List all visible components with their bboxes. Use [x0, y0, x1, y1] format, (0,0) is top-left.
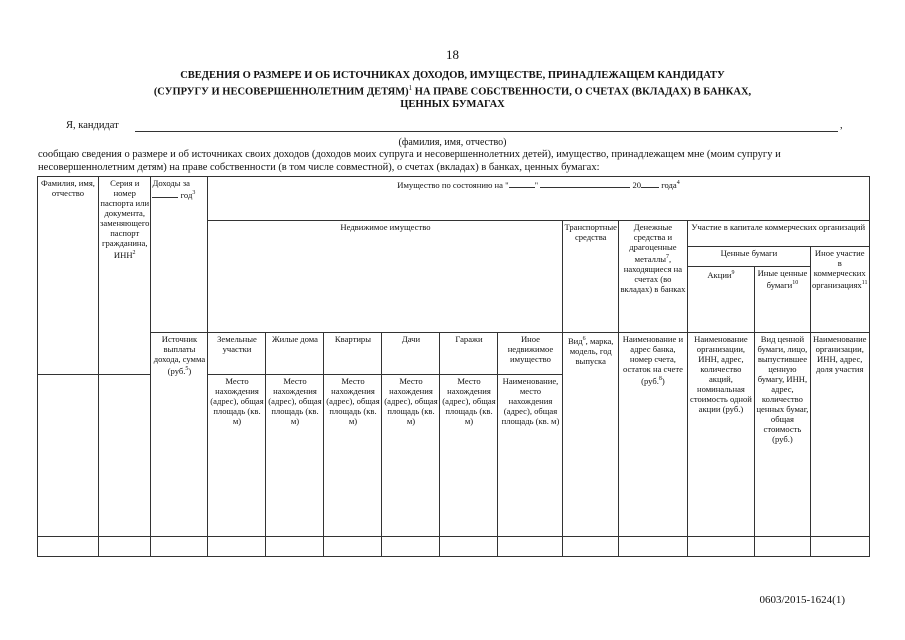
- data-cell[interactable]: [618, 537, 687, 557]
- page-number: 18: [446, 47, 459, 62]
- empty-passport-cell: [99, 375, 151, 537]
- header-passport: Серия и номер паспорта или документа, заменяющего паспорт гражданина, ИНН$^2$: [99, 177, 151, 375]
- data-cell[interactable]: [382, 537, 440, 557]
- candidate-label: Я, кандидат: [66, 120, 119, 131]
- data-row: [38, 537, 870, 557]
- data-cell[interactable]: [754, 537, 810, 557]
- data-cell[interactable]: [498, 537, 563, 557]
- data-cell[interactable]: [99, 537, 151, 557]
- header-dachas: Дачи: [382, 333, 440, 375]
- flats-location: Место нахождения (адрес), общая площадь (кв. м): [324, 375, 382, 537]
- dachas-location: Место нахождения (адрес), общая площадь (кв. м): [382, 375, 440, 537]
- title-line-1: СВЕДЕНИЯ О РАЗМЕРЕ И ОБ ИСТОЧНИКАХ ДОХОДОВ, ИМУЩЕСТВЕ, ПРИНАДЛЕЖАЩЕМ КАНДИДАТУ: [180, 70, 725, 81]
- houses-location: Место нахождения (адрес), общая площадь (кв. м): [266, 375, 324, 537]
- data-cell[interactable]: [687, 537, 754, 557]
- header-other-participation-detail: Наименование организации, ИНН, адрес, доля участия: [810, 333, 869, 537]
- fio-caption: (фамилия, имя, отчество): [398, 137, 507, 148]
- header-other-securities: Иные ценные бумаги$^{10}$: [754, 267, 810, 333]
- header-other-participation: Иное участие в коммерческих организациях$^{11}$: [810, 247, 869, 333]
- empty-name-cell: [38, 375, 99, 537]
- data-cell[interactable]: [440, 537, 498, 557]
- document-code: 0603/2015-1624(1): [759, 594, 845, 606]
- header-property-date: Имущество по состоянию на " " 20 года$^4$: [208, 177, 869, 221]
- header-transport-detail: Вид$^6$, марка, модель, год выпуска: [563, 333, 618, 537]
- other-realty-location: Наименование, место нахождения (адрес), общая площадь (кв. м): [498, 375, 563, 537]
- data-cell[interactable]: [266, 537, 324, 557]
- header-money: Денежные средства и драгоценные металлы$^7$, находящиеся на счетах (во вкладах) в банках: [618, 221, 687, 333]
- header-transport: Транспортные средства: [563, 221, 618, 333]
- candidate-comma: ,: [840, 120, 843, 131]
- header-land: Земельные участки: [208, 333, 266, 375]
- candidate-name-field[interactable]: [135, 131, 838, 132]
- header-row-5: [38, 333, 870, 375]
- document-title: [60, 70, 845, 111]
- header-income-source: Источник выплаты дохода, сумма (руб.$^5$): [151, 333, 208, 537]
- data-cell[interactable]: [810, 537, 869, 557]
- data-cell[interactable]: [151, 537, 208, 557]
- data-cell[interactable]: [563, 537, 618, 557]
- header-row-1: [38, 177, 870, 221]
- header-shares: Акции$^9$: [687, 267, 754, 333]
- land-location: Место нахождения (адрес), общая площадь (кв. м): [208, 375, 266, 537]
- title-line-2: (СУПРУГУ И НЕСОВЕРШЕННОЛЕТНИМ ДЕТЯМ)$^1$ НА ПРАВЕ СОБСТВЕННОСТИ, О СЧЕТАХ (ВКЛАДАХ) В БАНКАХ,: [153, 84, 752, 98]
- header-name: Фамилия, имя, отчество: [38, 177, 99, 375]
- header-securities: Ценные бумаги: [687, 247, 810, 267]
- data-cell[interactable]: [324, 537, 382, 557]
- header-bank-detail: Наименование и адрес банка, номер счета, остаток на счете (руб.$^8$): [618, 333, 687, 537]
- header-other-realty: Иное недвижимое имущество: [498, 333, 563, 375]
- garages-location: Место нахождения (адрес), общая площадь (кв. м): [440, 375, 498, 537]
- header-realty: Недвижимое имущество: [208, 221, 563, 333]
- declaration-table: [37, 176, 870, 557]
- header-houses: Жилые дома: [266, 333, 324, 375]
- data-cell[interactable]: [38, 537, 99, 557]
- header-shares-detail: Наименование организации, ИНН, адрес, количество акций, номинальная стоимость одной акции (руб.): [687, 333, 754, 537]
- header-income: Доходы за год$^3$: [151, 177, 208, 333]
- header-flats: Квартиры: [324, 333, 382, 375]
- header-other-securities-detail: Вид ценной бумаги, лицо, выпустившее ценную бумагу, ИНН, адрес, количество ценных бумаг, общая стоимость (руб.): [754, 333, 810, 537]
- intro-paragraph: сообщаю сведения о размере и об источниках своих доходов (доходов моих супруга и несовершеннолетних детей), имущество, принадлежащем мне (моим супругу и несовершеннолетним детям) на праве собственности (в том числе совместной), о счетах (вкладах) в банках, ценных бумагах:: [38, 149, 781, 173]
- title-line-3: ЦЕННЫХ БУМАГАХ: [400, 98, 505, 110]
- data-cell[interactable]: [208, 537, 266, 557]
- header-participation: Участие в капитале коммерческих организаций: [687, 221, 869, 247]
- header-garages: Гаражи: [440, 333, 498, 375]
